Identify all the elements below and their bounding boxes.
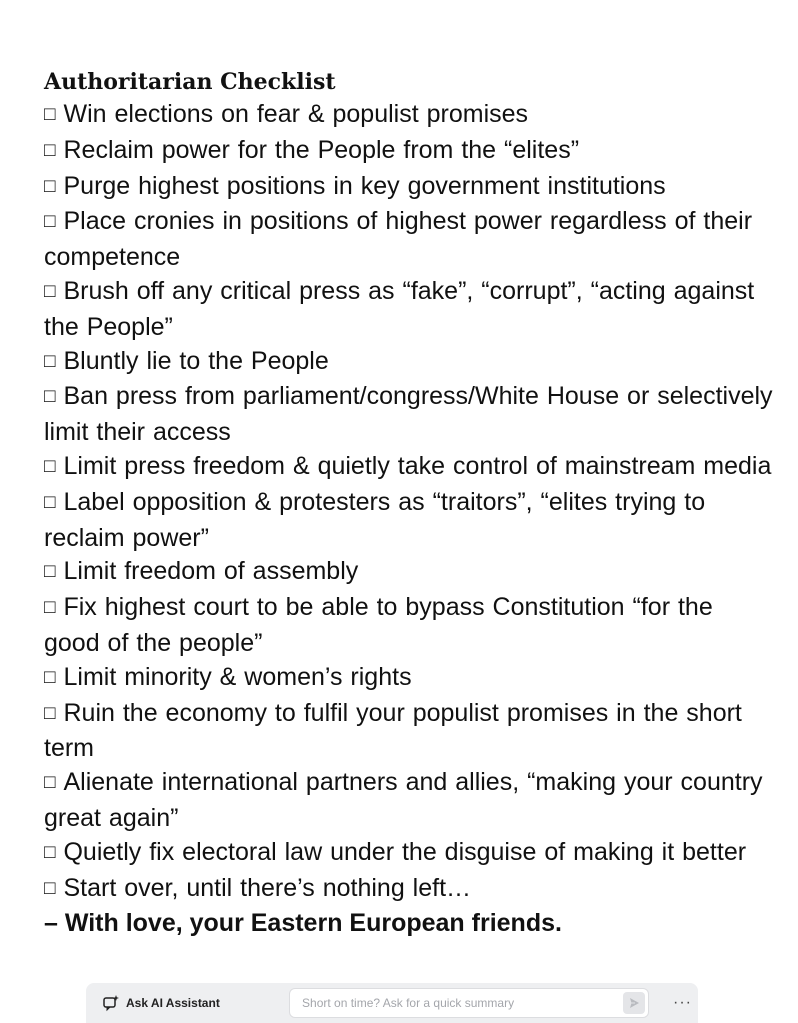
checklist-item-text: Ruin the economy to fulfil your populist promises in the short term — [44, 698, 742, 763]
checkbox-icon: □ — [44, 702, 56, 724]
checklist-item — [44, 275, 774, 345]
checklist-item-text: Quietly fix electoral law under the disguise of making it better — [63, 837, 747, 866]
ai-assistant-button[interactable] — [86, 994, 289, 1012]
checklist-item-text: Alienate international partners and allies, “making your country great again” — [44, 768, 763, 832]
checklist-item-text: Brush off any critical press as “fake”, “corrupt”, “acting against the People” — [44, 276, 755, 341]
ai-assistant-bar — [86, 983, 698, 1023]
checkbox-icon: □ — [44, 211, 56, 233]
checklist-item — [44, 555, 774, 591]
ai-assistant-label: Ask AI Assistant — [126, 996, 220, 1010]
checklist-item — [44, 766, 774, 836]
checklist-item — [44, 591, 774, 661]
checklist-item-text: Win elections on fear & populist promises — [63, 100, 529, 128]
signoff-text: – With love, your Eastern European friends. — [44, 909, 562, 938]
checklist-item-text: Limit press freedom & quietly take control of mainstream media — [63, 451, 772, 480]
ai-input-wrapper — [289, 988, 649, 1018]
checkbox-icon: □ — [44, 386, 56, 408]
checkbox-icon: □ — [44, 666, 56, 688]
checklist-item-text: Bluntly lie to the People — [63, 346, 329, 375]
more-options-button[interactable] — [667, 993, 698, 1013]
checklist-item-text: Ban press from parliament/congress/White House or selectively limit their access — [44, 382, 773, 447]
checkbox-icon: □ — [44, 772, 56, 794]
checklist-item — [44, 872, 774, 908]
checklist-item-text: Purge highest positions in key government institutions — [63, 171, 666, 200]
checkbox-icon: □ — [44, 350, 56, 372]
checklist-item — [44, 98, 774, 134]
checklist-item — [44, 170, 774, 206]
document-title: Authoritarian Checklist — [44, 69, 336, 95]
checklist-item-text: Place cronies in positions of highest power regardless of their competence — [44, 207, 753, 272]
checkbox-icon: □ — [44, 455, 56, 477]
checkbox-icon: □ — [44, 491, 56, 513]
checklist-item — [44, 661, 774, 697]
checkbox-icon: □ — [44, 877, 56, 899]
checklist — [44, 98, 774, 907]
checklist-item-text: Limit minority & women’s rights — [63, 662, 412, 691]
more-options-icon: ··· — [673, 994, 692, 1011]
checklist-item — [44, 697, 774, 767]
send-button[interactable] — [623, 992, 645, 1014]
checkbox-icon: □ — [44, 175, 56, 197]
checklist-item-text: Label opposition & protesters as “traitors”, “elites trying to reclaim power” — [44, 487, 706, 552]
checkbox-icon: □ — [44, 597, 56, 619]
send-icon — [628, 997, 640, 1009]
checklist-item-text: Start over, until there’s nothing left… — [63, 873, 472, 902]
ai-question-input[interactable] — [289, 988, 649, 1018]
checkbox-icon: □ — [44, 841, 56, 863]
checklist-item — [44, 380, 774, 450]
checklist-item — [44, 836, 774, 872]
checklist-item — [44, 134, 774, 170]
checklist-item — [44, 450, 774, 486]
checklist-item-text: Limit freedom of assembly — [63, 557, 359, 586]
checklist-item-text: Reclaim power for the People from the “elites” — [63, 135, 580, 164]
document-content — [44, 66, 774, 941]
checkbox-icon: □ — [44, 104, 56, 125]
checkbox-icon: □ — [44, 280, 56, 302]
ai-sparkle-chat-icon — [102, 994, 120, 1012]
checklist-item-text: Fix highest court to be able to bypass Constitution “for the good of the people” — [44, 593, 713, 657]
checkbox-icon: □ — [44, 139, 56, 161]
checklist-item — [44, 345, 774, 381]
checklist-item — [44, 486, 774, 556]
checklist-item — [44, 205, 774, 275]
checkbox-icon: □ — [44, 561, 56, 583]
